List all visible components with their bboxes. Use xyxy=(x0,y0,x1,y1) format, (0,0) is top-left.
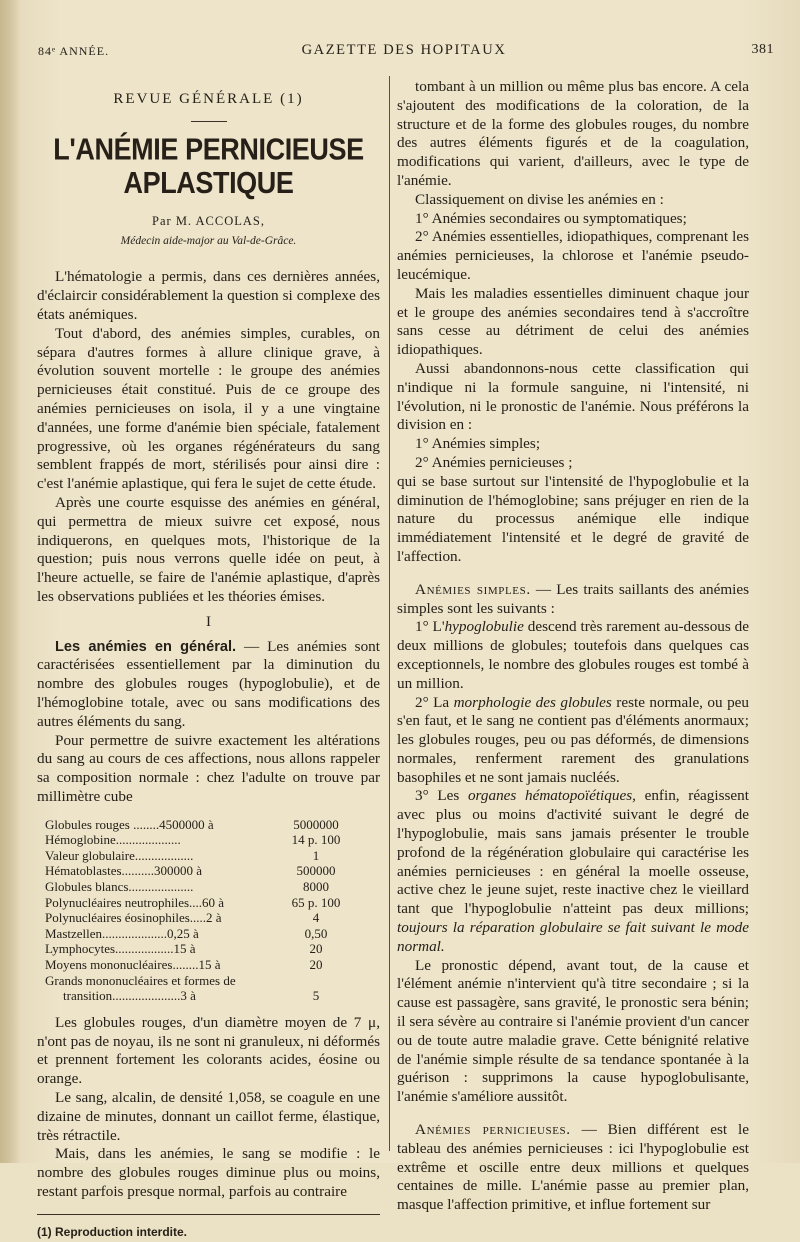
table-cell-value: 5 xyxy=(312,988,320,1004)
table-cell-label: Polynucléaires éosinophiles.....2 à xyxy=(45,910,222,926)
paragraph: Le sang, alcalin, de densité 1,058, se coagule en une dizaine de minutes, donnant un caillot ferme, élastique, très rétractile. xyxy=(37,1089,380,1144)
right-column xyxy=(397,78,749,1215)
paragraph: qui se base surtout sur l'intensité de l'hypoglobulie et la diminution de l'hémoglobine; sans préjuger en rien de la nature du processus anémique elle indique immédiatement l'intensité et le degré de gravité de l'affection. xyxy=(397,472,749,565)
table-cell-label: Mastzellen....................0,25 à xyxy=(45,925,199,941)
author-byline: Par M. ACCOLAS, xyxy=(152,213,265,228)
table-row xyxy=(45,848,380,864)
table-row xyxy=(45,926,380,942)
paragraph-text: — Les anémies sont caractérisées essentiellement par la diminution du nombre des globules rouges (hypoglobulie), et de l'hémoglobine totale, avec ou sans modifications des autres éléments du sang. xyxy=(37,637,380,730)
table-cell-value: 500000 xyxy=(296,863,336,879)
table-cell-label: transition.....................3 à xyxy=(63,988,196,1004)
table-cell-value: 20 xyxy=(309,941,323,957)
paragraph: Pour permettre de suivre exactement les altérations du sang au cours de ces affections, nous allons rappeler sa composition normale : chez l'adulte on trouve par millimètre cube xyxy=(37,731,380,805)
list-item xyxy=(397,694,749,788)
paragraph: Le pronostic dépend, avant tout, de la cause et l'élément anémie n'intervient qu'à titre secondaire ; si la cause est passagère, sans gravité, le pronostic sera bénin; il sera sévère au contraire si l'anémie provient d'un cancer ou de toute autre maladie grave. Cette bénignité relative de l'anémie simple résulte de sa tendance spontanée à la guérison : supprimons la cause hypoglobulisante, l'anémie s'améliore aussitôt. xyxy=(397,956,749,1106)
article-title: L'ANÉMIE PERNICIEUSE APLASTIQUE xyxy=(53,132,364,200)
author-affiliation: Médecin aide-major au Val-de-Grâce. xyxy=(120,234,297,247)
emphasis: toujours la réparation globulaire se fait suivant le mode normal. xyxy=(397,919,749,955)
table-cell-label: Globules rouges ........4500000 à xyxy=(45,816,214,832)
header-year: 84ᵉ ANNÉE. xyxy=(38,44,110,58)
table-row xyxy=(45,863,380,879)
paragraph: Classiquement on divise les anémies en : xyxy=(415,190,664,208)
paragraph: Mais, dans les anémies, le sang se modifie : le nombre des globules rouges diminue plus ou moins, restant parfois presque normal, parfois au contraire xyxy=(37,1145,380,1200)
table-row xyxy=(45,817,380,833)
table-cell-label: Globules blancs.................... xyxy=(45,879,194,895)
table-cell-label: Polynucléaires neutrophiles....60 à xyxy=(45,894,225,910)
emphasis: morphologie des globules xyxy=(453,693,612,711)
paragraph-lead: Les anémies en général. xyxy=(55,638,237,655)
table-cell-label: Moyens mononucléaires........15 à xyxy=(45,957,221,973)
table-cell-label: Valeur globulaire.................. xyxy=(45,847,194,863)
table-row xyxy=(45,879,380,895)
list-item xyxy=(397,618,749,693)
blood-composition-table xyxy=(45,817,380,1004)
table-row xyxy=(45,957,380,973)
running-header xyxy=(34,40,774,62)
paragraph: Tout d'abord, des anémies simples, curables, on sépara d'autres formes à allure clinique grave, à évolution souvent mortelle : le groupe des anémies pernicieuses était constitué. Puis de ce groupe des anémies pernicieuses on isola, il y a une vingtaine d'années, une forme d'anémie bien spéciale, fatalement progressive, où les organes régénérateurs du sang semblent frappés de mort, stérilisés pour ainsi dire : c'est l'anémie aplastique, qui fera le sujet de cette étude. xyxy=(37,324,380,493)
footnote-rule xyxy=(37,1214,380,1215)
table-cell-value: 4 xyxy=(312,910,320,926)
table-row xyxy=(45,832,380,848)
paragraph-text: — Bien différent est le tableau des anémies pernicieuses : ici l'hypoglobulie est extrême et oscille entre deux millions et quelques centaines de mille. L'anémie passe au premier plan, masque l'affection primitive, et influe fortement sur xyxy=(397,1121,749,1214)
paragraph-text: reste normale, ou peu s'en faut, et le sang ne contient pas d'éléments anormaux; les globules rouges, peu ou pas déformés, de dimensions normales, renferment rarement des granulations basophiles et ne sont jamais nucléés. xyxy=(397,693,749,786)
paragraph: Les globules rouges, d'un diamètre moyen de 7 μ, n'ont pas de noyau, ils ne sont ni granuleux, ni déformés et prennent fortement les colorants acides, éosine ou orange. xyxy=(37,1013,380,1088)
list-item xyxy=(397,787,749,956)
table-cell-value: 1 xyxy=(312,847,320,863)
table-cell-value: 5000000 xyxy=(293,816,339,832)
list-number: 2° La xyxy=(415,693,454,711)
list-item: 2° Anémies pernicieuses ; xyxy=(415,453,573,471)
list-number: 3° Les xyxy=(415,787,468,805)
section-lead: Anémies pernicieuses. xyxy=(415,1121,571,1139)
table-cell-value xyxy=(271,973,361,989)
emphasis: organes hématopoïétiques xyxy=(467,787,633,805)
paragraph: tombant à un million ou même plus bas encore. A cela s'ajoutent des modifications de la coloration, de la structure et de la forme des globules rouges, du nombre des autres éléments figurés et de la coagulation, modifications qui varient, d'ailleurs, avec le type de l'anémie. xyxy=(397,78,749,189)
table-cell-value: 20 xyxy=(309,957,323,973)
list-number: 1° L' xyxy=(415,618,445,636)
section-numeral: I xyxy=(206,613,211,630)
table-row xyxy=(45,910,380,926)
table-row xyxy=(45,941,380,957)
table-cell-value: 14 p. 100 xyxy=(291,832,341,848)
list-item: 2° Anémies essentielles, idiopathiques, comprenant les anémies pernicieuses, la chlorose et l'anémie pseudo-leucémique. xyxy=(397,228,749,283)
table-cell-value: 0,50 xyxy=(304,925,328,941)
footnote: (1) Reproduction interdite. xyxy=(37,1224,187,1239)
page-binding-shadow xyxy=(0,0,20,1163)
paragraph-text: , enfin, réagissent avec plus ou moins d'activité suivant le degré de l'hypoglobulie, mais sans jamais présenter le trouble profond de la régénération globulaire qui caractérise les anémies pernicieuses : en général la moelle osseuse, active chez le jeune sujet, reste inactive chez le vieillard tant que l'hypoglobulie n'atteint pas deux millions; xyxy=(397,787,749,918)
paragraph-text: — Les traits saillants des anémies simples sont les suivants : xyxy=(397,580,749,617)
title-rule xyxy=(191,121,227,122)
paragraph xyxy=(397,1121,749,1215)
list-item: 1° Anémies simples; xyxy=(415,435,541,453)
table-cell-label: Grands mononucléaires et formes de xyxy=(45,972,236,988)
column-divider xyxy=(389,76,390,1151)
table-cell-value: 65 p. 100 xyxy=(291,894,341,910)
list-item: 1° Anémies secondaires ou symptomatiques; xyxy=(415,209,687,227)
paragraph: Après une courte esquisse des anémies en général, qui permettra de mieux suivre cet exposé, nous indiquerons, en quelques mots, l'historique de la question; puis nous verrons quelle idée on peut, à l'heure actuelle, se faire de l'anémie aplastique, d'après les observations publiées et les théories émises. xyxy=(37,493,380,605)
paragraph: Mais les maladies essentielles diminuent chaque jour et le groupe des anémies secondaires tend à s'accroître sans cesse au détriment de celui des anémies idiopathiques. xyxy=(397,284,749,359)
table-row xyxy=(45,988,380,1004)
paragraph xyxy=(397,581,749,619)
table-cell-label: Hémoglobine.................... xyxy=(45,832,181,848)
table-row xyxy=(45,895,380,911)
paragraph: L'hématologie a permis, dans ces dernières années, d'éclaircir considérablement la question si complexe des états anémiques. xyxy=(37,268,380,323)
left-column xyxy=(37,82,380,1242)
table-row xyxy=(45,973,380,989)
header-page-number: 381 xyxy=(751,42,774,57)
section-kicker: REVUE GÉNÉRALE (1) xyxy=(113,91,304,107)
emphasis: hypoglobulie xyxy=(444,618,524,636)
paragraph: Aussi abandonnons-nous cette classification qui n'indique ni la formule sanguine, ni l'intensité, ni l'évolution, ni le pronostic de l'anémie. Nous préférons la division en : xyxy=(397,359,749,434)
header-journal-title: GAZETTE DES HOPITAUX xyxy=(301,42,507,58)
paragraph-text: descend très rarement au-dessous de deux millions de globules; toutefois dans quelques cas exceptionnels, le nombre des globules rouges est tombé à un million. xyxy=(397,618,749,692)
table-cell-value: 8000 xyxy=(303,879,329,895)
table-cell-label: Lymphocytes..................15 à xyxy=(45,941,196,957)
paragraph xyxy=(37,638,380,732)
section-lead: Anémies simples. xyxy=(415,580,531,598)
table-cell-label: Hématoblastes..........300000 à xyxy=(45,863,203,879)
